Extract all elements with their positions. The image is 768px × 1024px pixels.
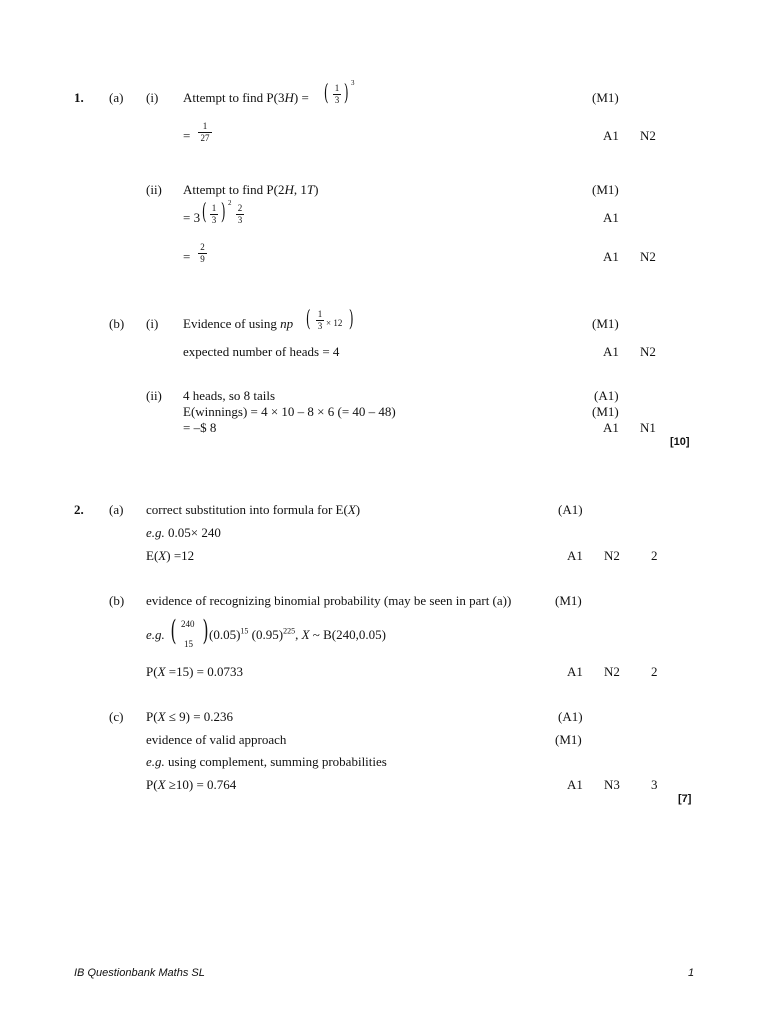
q1-part-a-label: (a): [109, 90, 124, 105]
q2-c-line2: evidence of valid approach: [146, 732, 287, 747]
q2-part-a-label: (a): [109, 502, 124, 517]
q2-b-expression: $(0.05)^{15}$ $(0.95)^{225}$, X ~ B(240,0.05): [209, 626, 386, 642]
q2-c-line1: P(X ≤ 9) = 0.236: [146, 709, 234, 724]
q1-a-ii-mark-n2: N2: [640, 249, 656, 264]
q2-b-mark-n2: N2: [604, 664, 620, 679]
q2-c-mark-a1b: A1: [567, 777, 583, 792]
q2-c-total: 3: [651, 777, 658, 792]
q1-a-ii-prefix: = 3: [183, 210, 201, 225]
q2-c-mark-m1: (M1): [555, 732, 582, 747]
q1-part-b-label: (b): [109, 316, 125, 331]
q1-b-ii-label: (ii): [146, 388, 162, 403]
q1-a-ii-result: 2 9: [198, 243, 207, 264]
q1-b-ii-line1: 4 heads, so 8 tails: [183, 388, 276, 403]
q1-a-ii-label: (ii): [146, 182, 162, 197]
q1-a-ii-mark-m1: (M1): [592, 182, 619, 197]
q1-a-i-result: 1 27: [198, 122, 212, 143]
q2-part-b-label: (b): [109, 593, 125, 608]
q1-b-i-mark-m1: (M1): [592, 316, 619, 331]
q1-a-i-mark-n2: N2: [640, 128, 656, 143]
q1-a-i-label: (i): [146, 90, 159, 105]
q1-a-i-mark-m1: (M1): [592, 90, 619, 105]
q2-total-marks: [7]: [678, 793, 692, 805]
q1-a-i-fraction: 1 3: [334, 83, 340, 105]
question-number-1: 1.: [74, 90, 84, 105]
q1-b-i-mark-a1: A1: [603, 344, 619, 359]
q2-a-mark-a1: (A1): [558, 502, 583, 517]
q1-a-ii-equals: =: [183, 249, 191, 264]
q2-c-mark-a1: (A1): [558, 709, 583, 724]
q2-b-binom-bottom: 15: [184, 639, 193, 649]
q2-c-line4: P(X ≥10) = 0.764: [146, 777, 237, 792]
q1-b-i-times: × 12: [326, 318, 343, 328]
q1-a-i-exponent: 3: [351, 79, 355, 87]
q2-a-line3: E(X) =12: [146, 548, 195, 563]
page-number: 1: [688, 967, 695, 979]
q2-b-line1: evidence of recognizing binomial probability (may be seen in part (a)): [146, 593, 512, 608]
q2-a-mark-n2: N2: [604, 548, 620, 563]
q1-b-ii-line2: E(winnings) = 4 × 10 – 8 × 6 (= 40 – 48): [183, 404, 396, 419]
q2-c-line3: e.g. using complement, summing probabilities: [146, 754, 387, 769]
q1-b-i-label: (i): [146, 316, 159, 331]
q2-b-mark-m1: (M1): [555, 593, 582, 608]
q1-b-i-mark-n2: N2: [640, 344, 656, 359]
q1-a-i-equals: =: [183, 128, 191, 143]
q1-b-ii-line3: = –$ 8: [183, 420, 217, 435]
q2-a-total: 2: [651, 548, 658, 563]
q1-total-marks: [10]: [670, 436, 690, 448]
q1-b-i-line2: expected number of heads = 4: [183, 344, 340, 359]
q2-b-eg: e.g.: [146, 627, 165, 642]
q2-part-c-label: (c): [109, 709, 124, 724]
question-number-2: 2.: [74, 502, 84, 517]
q1-b-ii-mark-a1: (A1): [594, 388, 619, 403]
q1-a-i-line1: Attempt to find P(3H) =: [183, 90, 309, 105]
q1-a-ii-mark-a1: A1: [603, 210, 619, 225]
q2-b-mark-a1: A1: [567, 664, 583, 679]
q1-a-ii-exponent: 2: [228, 199, 232, 207]
footer-title: IB Questionbank Maths SL: [74, 967, 205, 979]
q2-b-binom-top: 240: [181, 619, 195, 629]
q1-b-i-fraction: 1 3: [317, 309, 323, 331]
q1-a-ii-mark-a1b: A1: [603, 249, 619, 264]
q2-c-mark-n3: N3: [604, 777, 620, 792]
q2-b-total: 2: [651, 664, 658, 679]
q2-a-mark-a1b: A1: [567, 548, 583, 563]
q1-b-ii-mark-n1: N1: [640, 420, 656, 435]
q1-a-ii-fraction2: 2 3: [237, 203, 243, 225]
q1-a-ii-line1: Attempt to find P(2H, 1T): [183, 182, 319, 197]
q1-b-ii-mark-a1b: A1: [603, 420, 619, 435]
q1-a-ii-fraction1: 1 3: [211, 203, 217, 225]
q2-a-line2: e.g. 0.05× 240: [146, 525, 221, 540]
q1-b-ii-mark-m1: (M1): [592, 404, 619, 419]
q2-b-line3: P(X =15) = 0.0733: [146, 664, 244, 679]
q1-a-i-mark-a1: A1: [603, 128, 619, 143]
q1-b-i-line1: Evidence of using np: [183, 316, 294, 331]
q2-a-line1: correct substitution into formula for E(X): [146, 502, 361, 517]
